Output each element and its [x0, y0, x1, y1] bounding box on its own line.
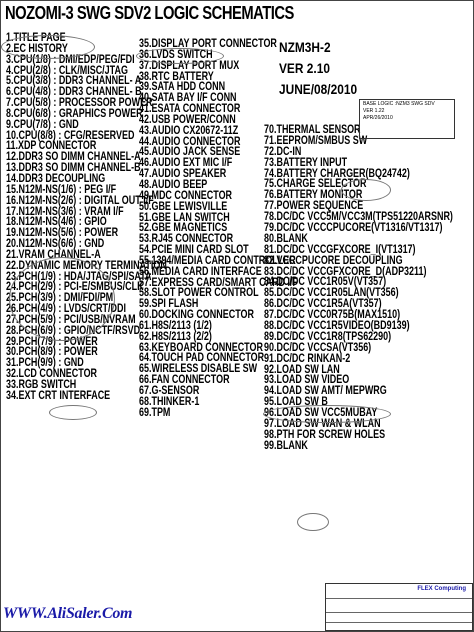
revision-circle-dmi [49, 405, 97, 420]
index-entry: 21.VRAM CHANNEL-A [6, 248, 101, 261]
index-entry: 27.PCH(5/9) : PCI/USB/NVRAM [6, 313, 136, 326]
index-entry: 94.LOAD SW AMT/ MEPWRG [264, 385, 387, 398]
index-entry: 9.CPU(7/8) : GND [6, 118, 79, 131]
index-entry: 99.BLANK [264, 439, 308, 452]
base-logic-note [359, 99, 455, 139]
index-entry: 38.RTC BATTERY [139, 70, 214, 83]
index-entry: 34.EXT CRT INTERFACE [6, 389, 111, 402]
page-title: NOZOMI-3 SWG SDV2 LOGIC SCHEMATICS [5, 3, 294, 23]
index-entry: 78.DC/DC VCC5M/VCC3M(TPS51220ARSNR) [264, 211, 453, 224]
index-entry: 3.CPU(1/8) : DMI/EDP/PEG/FDI [6, 53, 135, 66]
index-entry: 17.N12M-NS(3/6) : VRAM I/F [6, 205, 124, 218]
index-entry: 12.DDR3 SO DIMM CHANNEL-A [6, 151, 141, 164]
model-version: VER 2.10 [279, 60, 330, 76]
index-entry: 57.EXPRESS CARD/SMART CARD I/F [139, 276, 298, 289]
index-entry: 69.TPM [139, 406, 171, 419]
index-entry: 22.DYNAMIC MEMORY TERMINATION [6, 259, 167, 272]
index-entry: 71.EEPROM/SMBUS SW [264, 134, 368, 147]
index-entry: 81.DC/DC VCCGFXCORE_I(VT1317) [264, 243, 416, 256]
revision-circle-col1-top [1, 35, 95, 59]
index-entry: 18.N12M-NS(4/6) : GPIO [6, 216, 107, 229]
index-entry: 25.PCH(3/9) : DMI/FDI/PM [6, 292, 114, 305]
index-entry: 83.DC/DC VCCGFXCORE_D(ADP3211) [264, 265, 427, 278]
index-entry: 6.CPU(4/8) : DDR3 CHANNEL- B [6, 86, 142, 99]
index-entry: 56.MEDIA CARD INTERFACE [139, 265, 262, 278]
index-entry: 40.SATA BAY I/F CONN [139, 92, 237, 105]
index-entry: 44.AUDIO CONNECTOR [139, 135, 241, 148]
index-entry: 42.USB POWER/CONN [139, 113, 236, 126]
index-entry: 29.PCH(7/9) : POWER [6, 335, 98, 348]
index-entry: 90.DC/DC VCCSA(VT356) [264, 341, 372, 354]
index-entry: 70.THERMAL SENSOR [264, 124, 361, 136]
index-entry: 51.GBE LAN SWITCH [139, 211, 230, 224]
index-column-3 [264, 125, 474, 452]
index-entry: 39.SATA HDD CONN [139, 81, 226, 94]
index-entry: 98.PTH FOR SCREW HOLES [264, 428, 386, 441]
index-entry: 68.THINKER-1 [139, 395, 200, 408]
index-entry: 45.AUDIO JACK SENSE [139, 146, 241, 159]
note-line-1: BASE LOGIC :NZM3 SWG SDV [363, 101, 435, 107]
watermark-logo: WWW.AliSaler.Com [3, 605, 133, 622]
revision-circle-gpu [9, 257, 115, 341]
index-entry: 48.AUDIO BEEP [139, 178, 208, 191]
index-entry: 60.DOCKING CONNECTOR [139, 309, 254, 322]
index-entry: 7.CPU(5/8) : PROCESSOR POWER [6, 97, 153, 110]
index-entry: 88.DC/DC VCC1R5VIDEO(BD9139) [264, 320, 410, 333]
index-entry: 55.1394/MEDIA CARD CONTROLLER [139, 254, 296, 267]
index-entry: 26.PCH(4/9) : LVDS/CRT/DDI [6, 303, 126, 316]
revision-circle-lvds [136, 48, 224, 64]
index-entry: 87.DC/DC VCC0R75B(MAX1510) [264, 309, 401, 322]
index-entry: 52.GBE MAGNETICS [139, 222, 228, 235]
index-entry: 16.N12M-NS(2/6) : DIGITAL OUT I/F [6, 194, 154, 207]
index-entry: 93.LOAD SW VIDEO [264, 374, 350, 387]
index-entry: 62.H8S/2113 (2/2) [139, 330, 212, 343]
index-entry: 89.DC/DC VCC1R8(TPS62290) [264, 330, 392, 343]
company-name: FLEX Computing [417, 586, 466, 592]
revision-circle-charger [341, 179, 391, 201]
index-entry: 61.H8S/2113 (1/2) [139, 319, 212, 332]
index-entry: 50.GBE LEWISVILLE [139, 200, 228, 213]
index-entry: 97.LOAD SW WAN & WLAN [264, 418, 381, 431]
index-entry: 75.CHARGE SELECTOR [264, 178, 367, 191]
index-entry: 80.BLANK [264, 232, 308, 245]
index-entry: 43.AUDIO CX20672-11Z [139, 124, 239, 137]
index-entry: 66.FAN CONNECTOR [139, 374, 230, 387]
index-entry: 19.N12M-NS(5/6) : POWER [6, 227, 119, 240]
index-entry: 28.PCH(6/9) : GPIO/NCTF/RSVD [6, 324, 141, 337]
index-entry: 8.CPU(6/8) : GRAPHICS POWER [6, 107, 143, 120]
index-entry: 30.PCH(8/9) : POWER [6, 346, 98, 359]
index-entry: 53.RJ45 CONNECTOR [139, 233, 234, 246]
index-entry: 4.CPU(2/8) : CLK/MISC/JTAG [6, 64, 128, 77]
index-entry: 95.LOAD SW B [264, 396, 328, 409]
index-entry: 14.DDR3 DECOUPLING [6, 172, 106, 185]
model-date: JUNE/08/2010 [279, 81, 358, 97]
index-entry: 86.DC/DC VCC1R5A(VT357) [264, 298, 382, 311]
revision-circle-vcc1r5video [263, 405, 391, 423]
model-info [279, 39, 357, 102]
index-entry: 63.KEYBOARD CONNECTOR [139, 341, 263, 354]
index-entry: 65.WIRELESS DISABLE SW [139, 363, 258, 376]
index-entry: 58.SLOT POWER CONTROL [139, 287, 259, 300]
index-entry: 41.ESATA CONNECTOR [139, 103, 241, 116]
note-line-2: VER 1.22 [363, 108, 385, 114]
index-entry: 79.DC/DC VCCCPUCORE(VT1316/VT1317) [264, 222, 443, 235]
index-entry: 36.LVDS SWITCH [139, 48, 213, 61]
index-entry: 24.PCH(2/9) : PCI-E/SMBUS/CLK [6, 281, 144, 294]
index-entry: 20.N12M-NS(6/6) : GND [6, 238, 105, 251]
index-entry: 96.LOAD SW VCC5MUBAY [264, 407, 378, 420]
index-entry: 64.TOUCH PAD CONNECTOR [139, 352, 265, 365]
index-entry: 46.AUDIO EXT MIC I/F [139, 157, 233, 170]
index-entry: 85.DC/DC VCC1R05LAN(VT356) [264, 287, 399, 300]
index-entry: 59.SPI FLASH [139, 298, 199, 311]
index-entry: 31.PCH(9/9) : GND [6, 357, 84, 370]
index-entry: 23.PCH(1/9) : HDA/JTAG/SPI/SATA [6, 270, 152, 283]
index-entry: 84.DC/DC VCC1R05V(VT357) [264, 276, 387, 289]
index-entry: 13.DDR3 SO DIMM CHANNEL-B [6, 162, 141, 175]
note-line-3: APR/26/2010 [363, 115, 393, 121]
model-code: NZM3H-2 [279, 39, 331, 55]
index-entry: 76.BATTERY MONITOR [264, 189, 363, 202]
index-entry: 2.EC HISTORY [6, 42, 68, 55]
index-entry: 74.BATTERY CHARGER(BQ24742) [264, 167, 410, 180]
index-entry: 15.N12M-NS(1/6) : PEG I/F [6, 183, 117, 196]
index-entry: 35.DISPLAY PORT CONNECTOR [139, 38, 277, 50]
index-entry: 54.PCIE MINI CARD SLOT [139, 244, 249, 257]
index-entry: 1.TITLE PAGE [6, 32, 66, 44]
title-block-divider [326, 622, 472, 623]
revision-circle-load-sw-b [297, 513, 329, 531]
index-entry: 67.G-SENSOR [139, 385, 200, 397]
index-entry: 82.VCCCPUCORE DECOUPLING [264, 254, 403, 267]
index-entry: 77.POWER SEQUENCE [264, 200, 364, 213]
title-block-divider [326, 612, 472, 613]
index-entry: 47.AUDIO SPEAKER [139, 168, 227, 181]
index-entry: 5.CPU(3/8) : DDR3 CHANNEL- A [6, 75, 142, 88]
title-block [325, 583, 473, 631]
index-entry: 73.BATTERY INPUT [264, 156, 348, 169]
index-entry: 10.CPU(8/8) : CFG/RESERVED [6, 129, 135, 142]
index-entry: 72.DC-IN [264, 145, 302, 158]
index-entry: 49.MDC CONNECTOR [139, 189, 233, 202]
index-entry: 33.RGB SWITCH [6, 379, 77, 391]
index-entry: 92.LOAD SW LAN [264, 363, 340, 376]
index-entry: 91.DC/DC RINKAN-2 [264, 352, 351, 365]
index-entry: 32.LCD CONNECTOR [6, 368, 98, 381]
index-entry: 11.XDP CONNECTOR [6, 140, 97, 153]
index-entry: 37.DISPLAY PORT MUX [139, 59, 240, 72]
title-block-divider [326, 598, 472, 599]
